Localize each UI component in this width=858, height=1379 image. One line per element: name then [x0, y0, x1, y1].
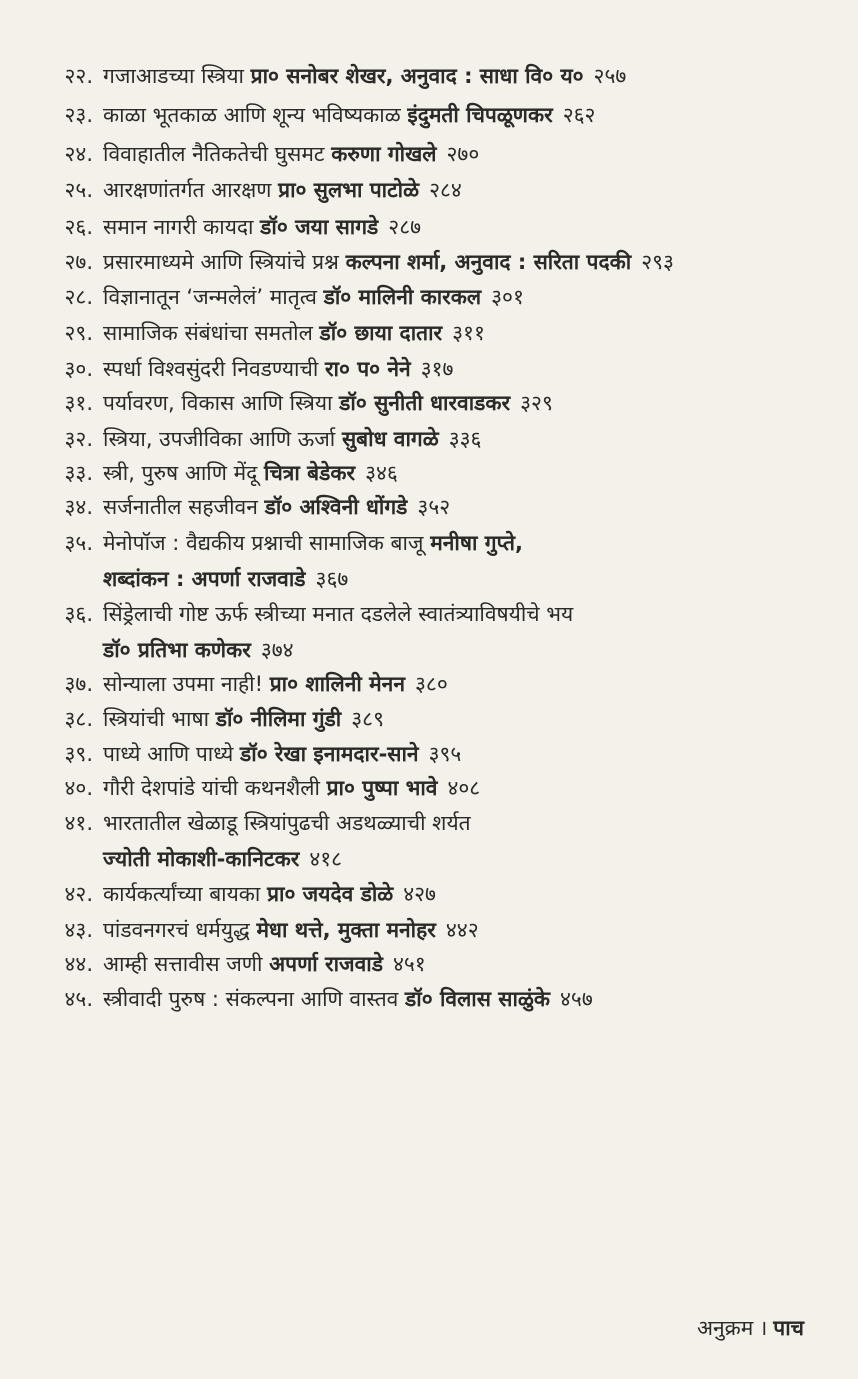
entry-title: सोन्याला उपमा नाही! [103, 672, 264, 696]
entry-page: ३८९ [351, 707, 384, 731]
entry-page: ३१७ [420, 357, 454, 381]
entry-number: ३६. [64, 602, 93, 626]
entry-page: ४१८ [309, 847, 343, 871]
entry-number: ३१. [64, 391, 93, 415]
entry-title: कार्यकर्त्यांच्या बायका [103, 882, 261, 906]
entry-page: ३०१ [491, 285, 524, 309]
entry-author: रा० प० नेने [324, 357, 411, 381]
entry-page: २८७ [388, 215, 422, 239]
entry-number: २८. [64, 285, 93, 309]
entry-author: प्रा० सुलभा पाटोळे [278, 178, 420, 202]
entry-number: ३०. [64, 357, 93, 381]
entry-title: सर्जनातील सहजीवन [103, 495, 258, 519]
toc-entry-continuation [103, 561, 348, 597]
entry-author: डॉ० विलास साळुंके [405, 987, 550, 1011]
entry-page: ४५१ [392, 952, 426, 976]
entry-number: २७. [64, 250, 93, 274]
entry-title: गजाआडच्या स्त्रिया [103, 64, 244, 88]
entry-title: पर्यावरण, विकास आणि स्त्रिया [103, 391, 333, 415]
entry-page: २८४ [429, 178, 462, 202]
entry-author: शब्दांकन : अपर्णा राजवाडे [103, 567, 306, 591]
entry-page: ३११ [452, 321, 485, 345]
entry-author: प्रा० जयदेव डोळे [267, 882, 394, 906]
entry-page: ३७४ [260, 638, 294, 662]
entry-title: भारतातील खेळाडू स्त्रियांपुढची अडथळ्याची शर्यत [103, 811, 471, 835]
entry-title: स्त्री, पुरुष आणि मेंदू [103, 461, 258, 485]
entry-title: स्त्रियांची भाषा [103, 707, 210, 731]
entry-page: ३५२ [417, 495, 451, 519]
entry-author: डॉ० मालिनी कारकल [323, 285, 482, 309]
entry-page: ३९५ [428, 742, 462, 766]
entry-author: कल्पना शर्मा, अनुवाद : सरिता पदकी [345, 250, 632, 274]
entry-page: ३८० [415, 672, 448, 696]
entry-author: अपर्णा राजवाडे [269, 952, 383, 976]
entry-number: २४. [64, 142, 93, 166]
entry-author: डॉ० जया सागडे [260, 215, 379, 239]
entry-author: प्रा० शालिनी मेनन [269, 672, 405, 696]
entry-title: विज्ञानातून ‘जन्मलेलं’ मातृत्व [103, 285, 317, 309]
entry-number: ४४. [64, 952, 93, 976]
entry-title: सामाजिक संबंधांचा समतोल [103, 321, 313, 345]
entry-author: मेधा थत्ते, मुक्ता मनोहर [256, 918, 436, 942]
entry-page: ३२९ [520, 391, 553, 415]
entry-page: ४०८ [447, 776, 481, 800]
entry-number: २३. [64, 103, 93, 127]
entry-page: ४२७ [403, 882, 436, 906]
entry-author: डॉ० प्रतिभा कणेकर [103, 638, 251, 662]
entry-number: ३८. [64, 707, 93, 731]
entry-title: पाध्ये आणि पाध्ये [103, 742, 234, 766]
entry-title: स्त्रीवादी पुरुष : संकल्पना आणि वास्तव [103, 987, 399, 1011]
entry-page: ३३६ [448, 427, 482, 451]
entry-number: ३२. [64, 427, 93, 451]
toc-entry-continuation [103, 841, 342, 877]
entry-number: २५. [64, 178, 93, 202]
entry-page: ३६७ [315, 567, 349, 591]
entry-number: २६. [64, 215, 93, 239]
entry-page: २५७ [593, 64, 627, 88]
toc-entry-continuation [103, 632, 294, 668]
entry-author: डॉ० छाया दातार [319, 321, 443, 345]
entry-number: ४२. [64, 882, 93, 906]
entry-page: ३४६ [365, 461, 398, 485]
entry-number: ३४. [64, 495, 93, 519]
entry-author: डॉ० रेखा इनामदार-साने [240, 742, 419, 766]
entry-number: २२. [64, 64, 93, 88]
footer-section: अनुक्रम [696, 1316, 754, 1340]
entry-author: चित्रा बेडेकर [264, 461, 356, 485]
entry-title: आरक्षणांतर्गत आरक्षण [103, 178, 272, 202]
entry-page: ४५७ [559, 987, 593, 1011]
entry-number: ४०. [64, 776, 93, 800]
entry-author: डॉ० सुनीती धारवाडकर [339, 391, 511, 415]
footer-page-word: पाच [773, 1316, 804, 1340]
entry-page: २९३ [641, 250, 674, 274]
entry-title: काळा भूतकाळ आणि शून्य भविष्यकाळ [103, 103, 401, 127]
entry-title: मेनोपॉज : वैद्यकीय प्रश्नाची सामाजिक बाजू [103, 531, 424, 555]
entry-author: करुणा गोखले [331, 142, 437, 166]
entry-number: ३७. [64, 672, 93, 696]
entry-author: प्रा० पुष्पा भावे [326, 776, 438, 800]
entry-number: २९. [64, 321, 93, 345]
entry-number: ३९. [64, 742, 93, 766]
page-footer [697, 1310, 804, 1346]
entry-author: डॉ० नीलिमा गुंडी [215, 707, 342, 731]
entry-author: ज्योती मोकाशी-कानिटकर [103, 847, 300, 871]
entry-number: ३३. [64, 461, 93, 485]
entry-title: पांडवनगरचं धर्मयुद्ध [103, 918, 250, 942]
entry-author: डॉ० अश्विनी धोंगडे [264, 495, 408, 519]
entry-title: समान नागरी कायदा [103, 215, 254, 239]
entry-title: प्रसारमाध्यमे आणि स्त्रियांचे प्रश्न [103, 250, 339, 274]
entry-title: स्पर्धा विश्वसुंदरी निवडण्याची [103, 357, 319, 381]
entry-number: ४१. [64, 811, 93, 835]
entry-page: ४४२ [445, 918, 479, 942]
entry-title: सिंड्रेलाची गोष्ट ऊर्फ स्त्रीच्या मनात दडलेले स्वातंत्र्याविषयीचे भय [103, 602, 574, 626]
entry-author: इंदुमती चिपळूणकर [407, 103, 553, 127]
entry-number: ३५. [64, 531, 93, 555]
entry-title: गौरी देशपांडे यांची कथनशैली [103, 776, 320, 800]
entry-page: २६२ [562, 103, 596, 127]
entry-page: २७० [446, 142, 480, 166]
entry-number: ४५. [64, 987, 93, 1011]
entry-title: विवाहातील नैतिकतेची घुसमट [103, 142, 325, 166]
entry-number: ४३. [64, 918, 93, 942]
footer-separator: । [759, 1316, 768, 1340]
entry-author: मनीषा गुप्ते, [430, 531, 523, 555]
entry-author: सुबोध वागळे [341, 427, 439, 451]
entry-title: स्त्रिया, उपजीविका आणि ऊर्जा [103, 427, 336, 451]
entry-author: प्रा० सनोबर शेखर, अनुवाद : साधा वि० य० [250, 64, 584, 88]
entry-title: आम्ही सत्तावीस जणी [103, 952, 263, 976]
